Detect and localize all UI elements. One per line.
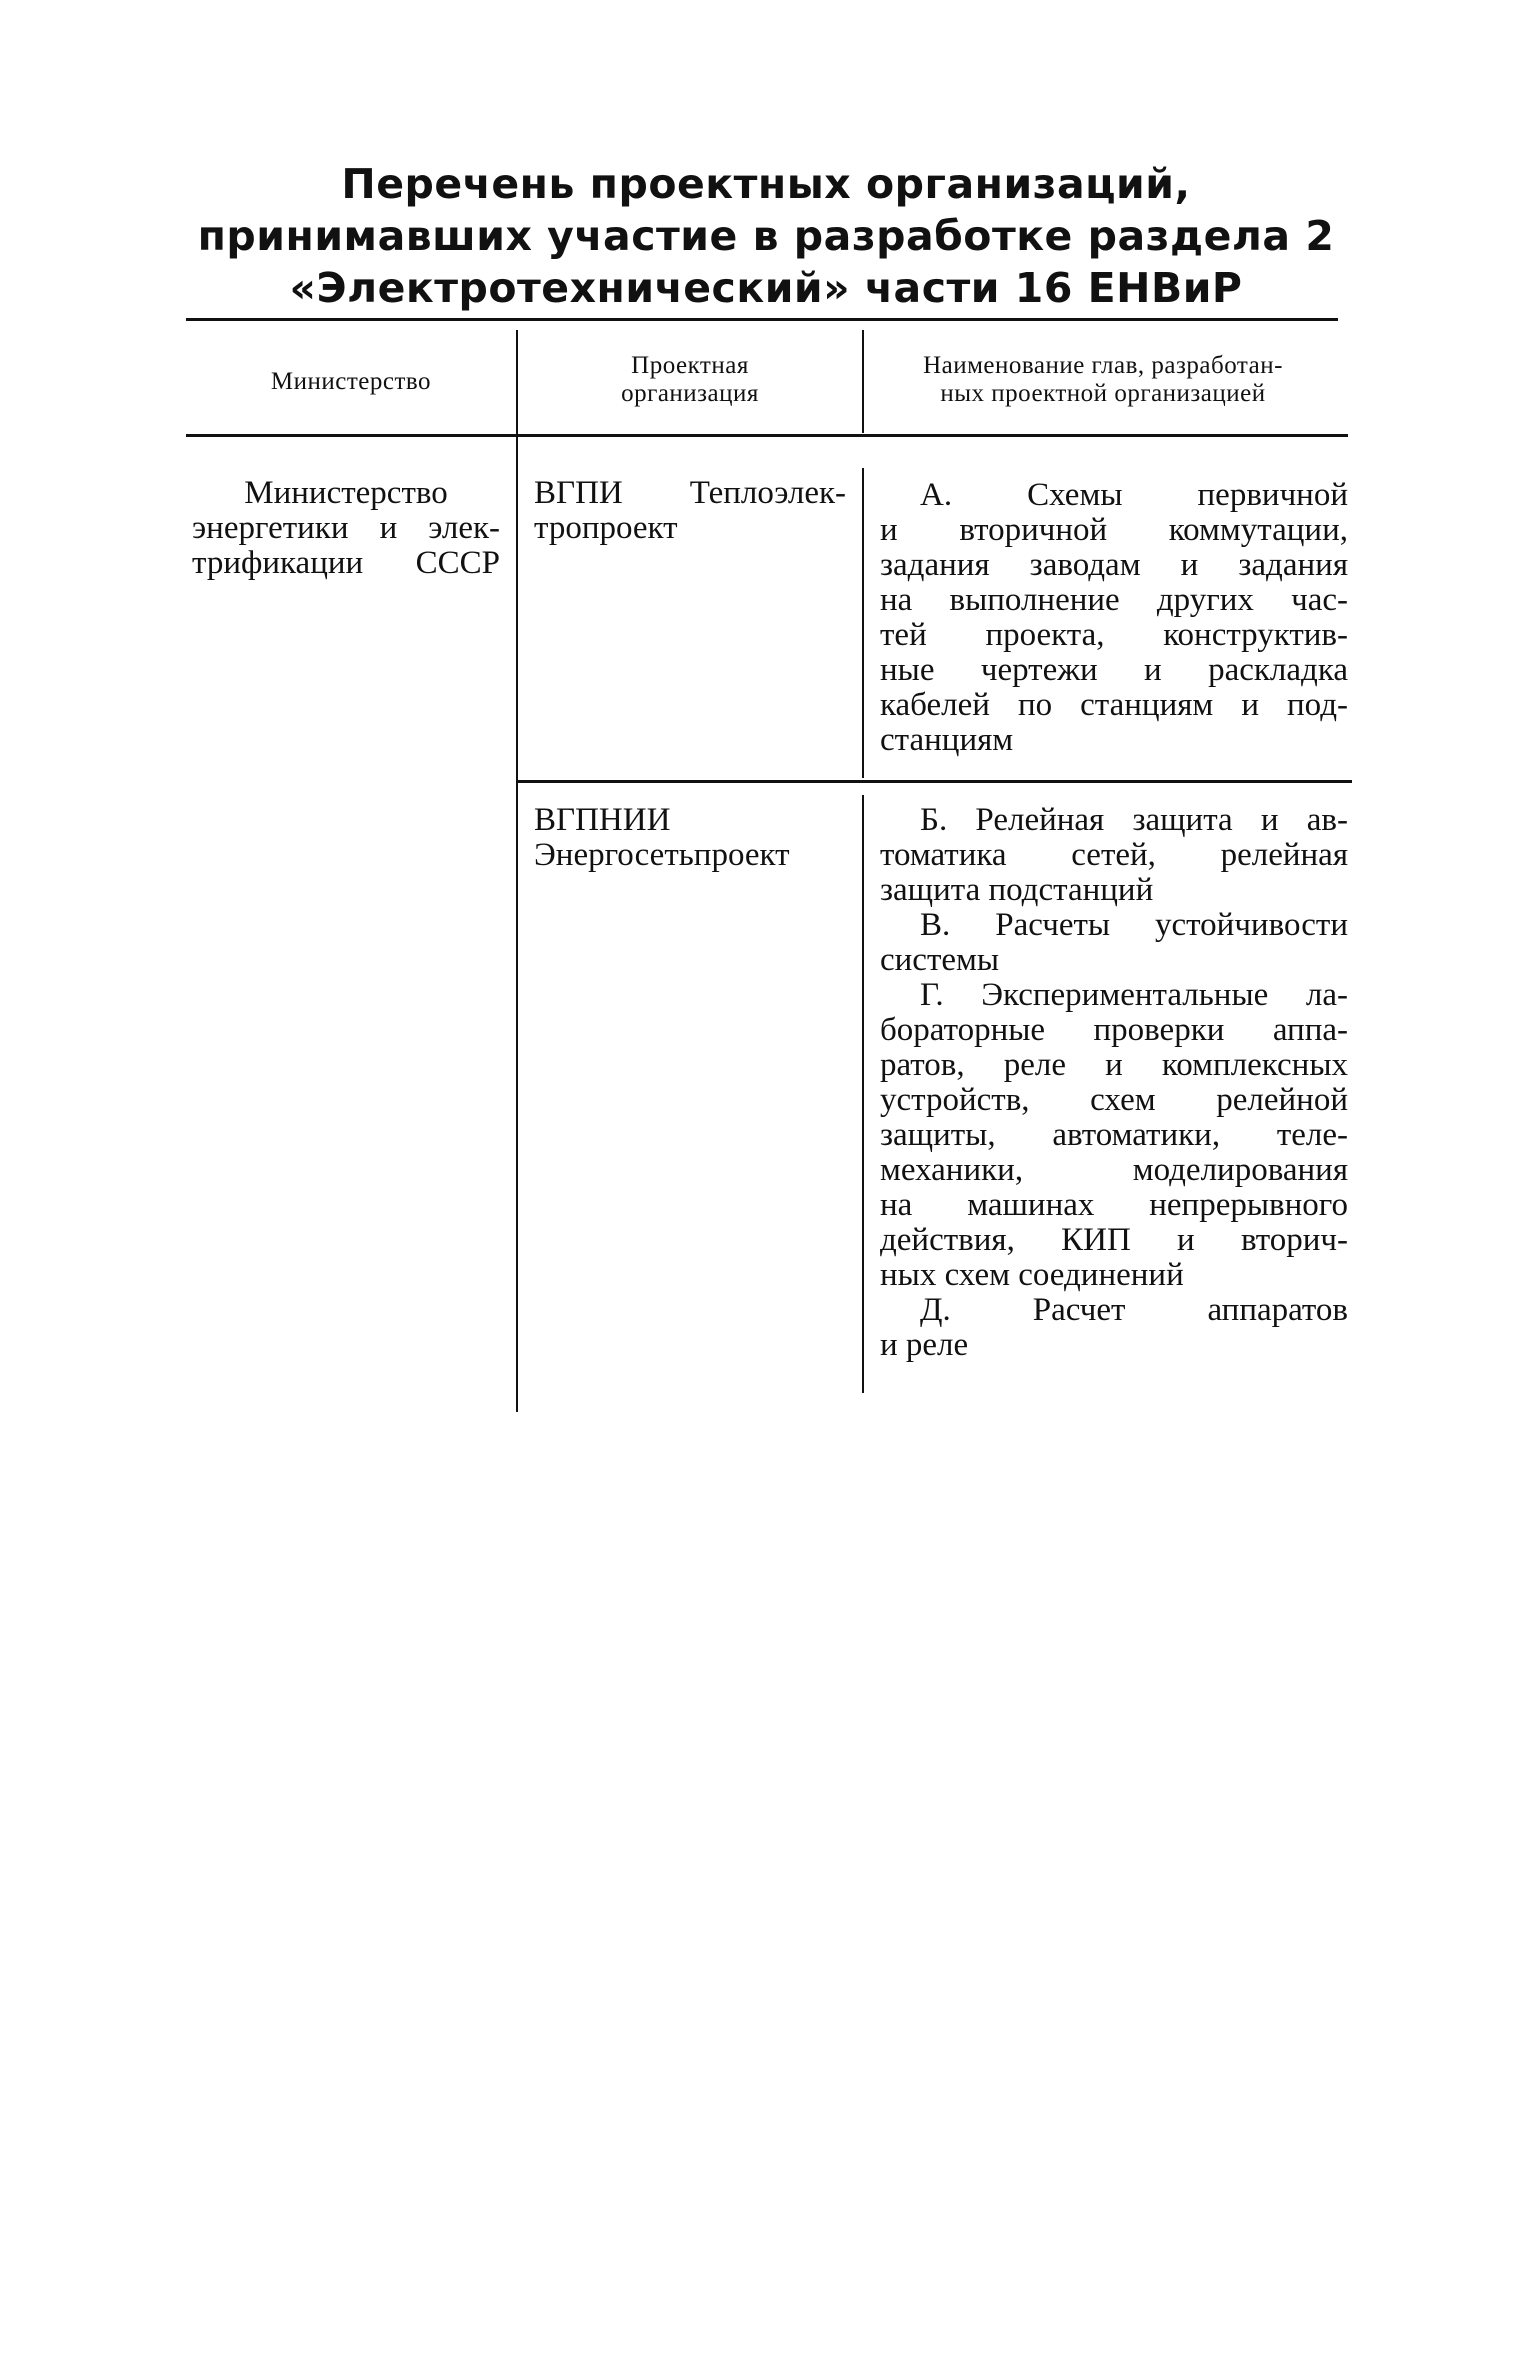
header-chapters-line-1: Наименование глав, разработан- <box>923 352 1283 379</box>
row-2-org-line-2: Энергосетьпроект <box>534 837 790 873</box>
row-2-chapter-line: действия, КИП и вторич- <box>880 1222 1348 1258</box>
row-1-chapter-line: ные чертежи и раскладка <box>880 652 1348 688</box>
row-2-chapter-line: ных схем соединений <box>880 1257 1184 1293</box>
row-1-chapter-line: А. Схемы первичной <box>920 477 1348 513</box>
header-bottom-rule <box>186 434 1348 437</box>
row-2-chapter-line: системы <box>880 942 1000 978</box>
header-organization <box>518 352 862 408</box>
row-2-chapter-line: бораторные проверки аппа- <box>880 1012 1348 1048</box>
row-2-chapter-line: Г. Экспериментальные ла- <box>920 977 1348 1013</box>
row-1-chapter-line: кабелей по станциям и под- <box>880 687 1348 723</box>
page-title <box>186 158 1346 314</box>
header-ministry <box>186 368 516 396</box>
title-line-3: «Электротехнический» части 16 ЕНВиР <box>289 264 1243 312</box>
table-top-rule <box>186 318 1338 321</box>
row-1-org-line-2: тропроект <box>534 510 678 546</box>
ministry-cell <box>192 476 500 581</box>
row-2-organization <box>534 803 846 873</box>
row-2-chapter-line: В. Расчеты устойчивости <box>920 907 1348 943</box>
header-org-line-1: Проектная <box>631 352 749 379</box>
row-separator-rule <box>517 780 1352 783</box>
row-2-chapters <box>880 803 1348 1363</box>
row-2-chapter-line: ратов, реле и комплексных <box>880 1047 1348 1083</box>
row-1-chapter-line: на выполнение других час- <box>880 582 1348 618</box>
title-line-2: принимавших участие в разработке раздела 2 <box>197 212 1335 260</box>
row-1-organization <box>534 476 846 546</box>
header-org-line-2: организация <box>621 380 759 407</box>
row-1-chapter-line: и вторичной коммутации, <box>880 512 1348 548</box>
column-divider-2-row-2 <box>862 795 864 1393</box>
column-divider-1 <box>516 330 518 1412</box>
row-2-chapter-line: устройств, схем релейной <box>880 1082 1348 1118</box>
row-1-chapter-line: задания заводам и задания <box>880 547 1348 583</box>
row-2-chapter-line: механики, моделирования <box>880 1152 1348 1188</box>
row-2-chapter-line: и реле <box>880 1327 969 1363</box>
header-chapters-line-2: ных проектной организацией <box>940 380 1266 407</box>
row-2-chapter-line: на машинах непрерывного <box>880 1187 1348 1223</box>
ministry-line-1: Министерство <box>244 475 448 511</box>
ministry-line-3: трификации СССР <box>192 545 500 581</box>
row-2-chapter-line: Б. Релейная защита и ав- <box>920 802 1348 838</box>
header-ministry-label: Министерство <box>270 368 432 395</box>
row-2-chapter-line: защиты, автоматики, теле- <box>880 1117 1348 1153</box>
ministry-line-2: энергетики и элек- <box>192 510 500 546</box>
row-2-chapter-line: Д. Расчет аппаратов <box>920 1292 1348 1328</box>
row-2-chapter-line: защита подстанций <box>880 872 1154 908</box>
row-1-org-line-1: ВГПИ Теплоэлек- <box>534 475 846 511</box>
row-2-chapter-line: томатика сетей, релейная <box>880 837 1348 873</box>
row-1-chapters <box>880 478 1348 758</box>
row-1-chapter-line: тей проекта, конструктив- <box>880 617 1348 653</box>
row-1-chapter-line: станциям <box>880 722 1014 758</box>
title-line-1: Перечень проектных организаций, <box>341 160 1191 208</box>
row-2-org-line-1: ВГПНИИ <box>534 802 671 838</box>
header-chapters <box>864 352 1342 408</box>
column-divider-2-row-1 <box>862 468 864 778</box>
